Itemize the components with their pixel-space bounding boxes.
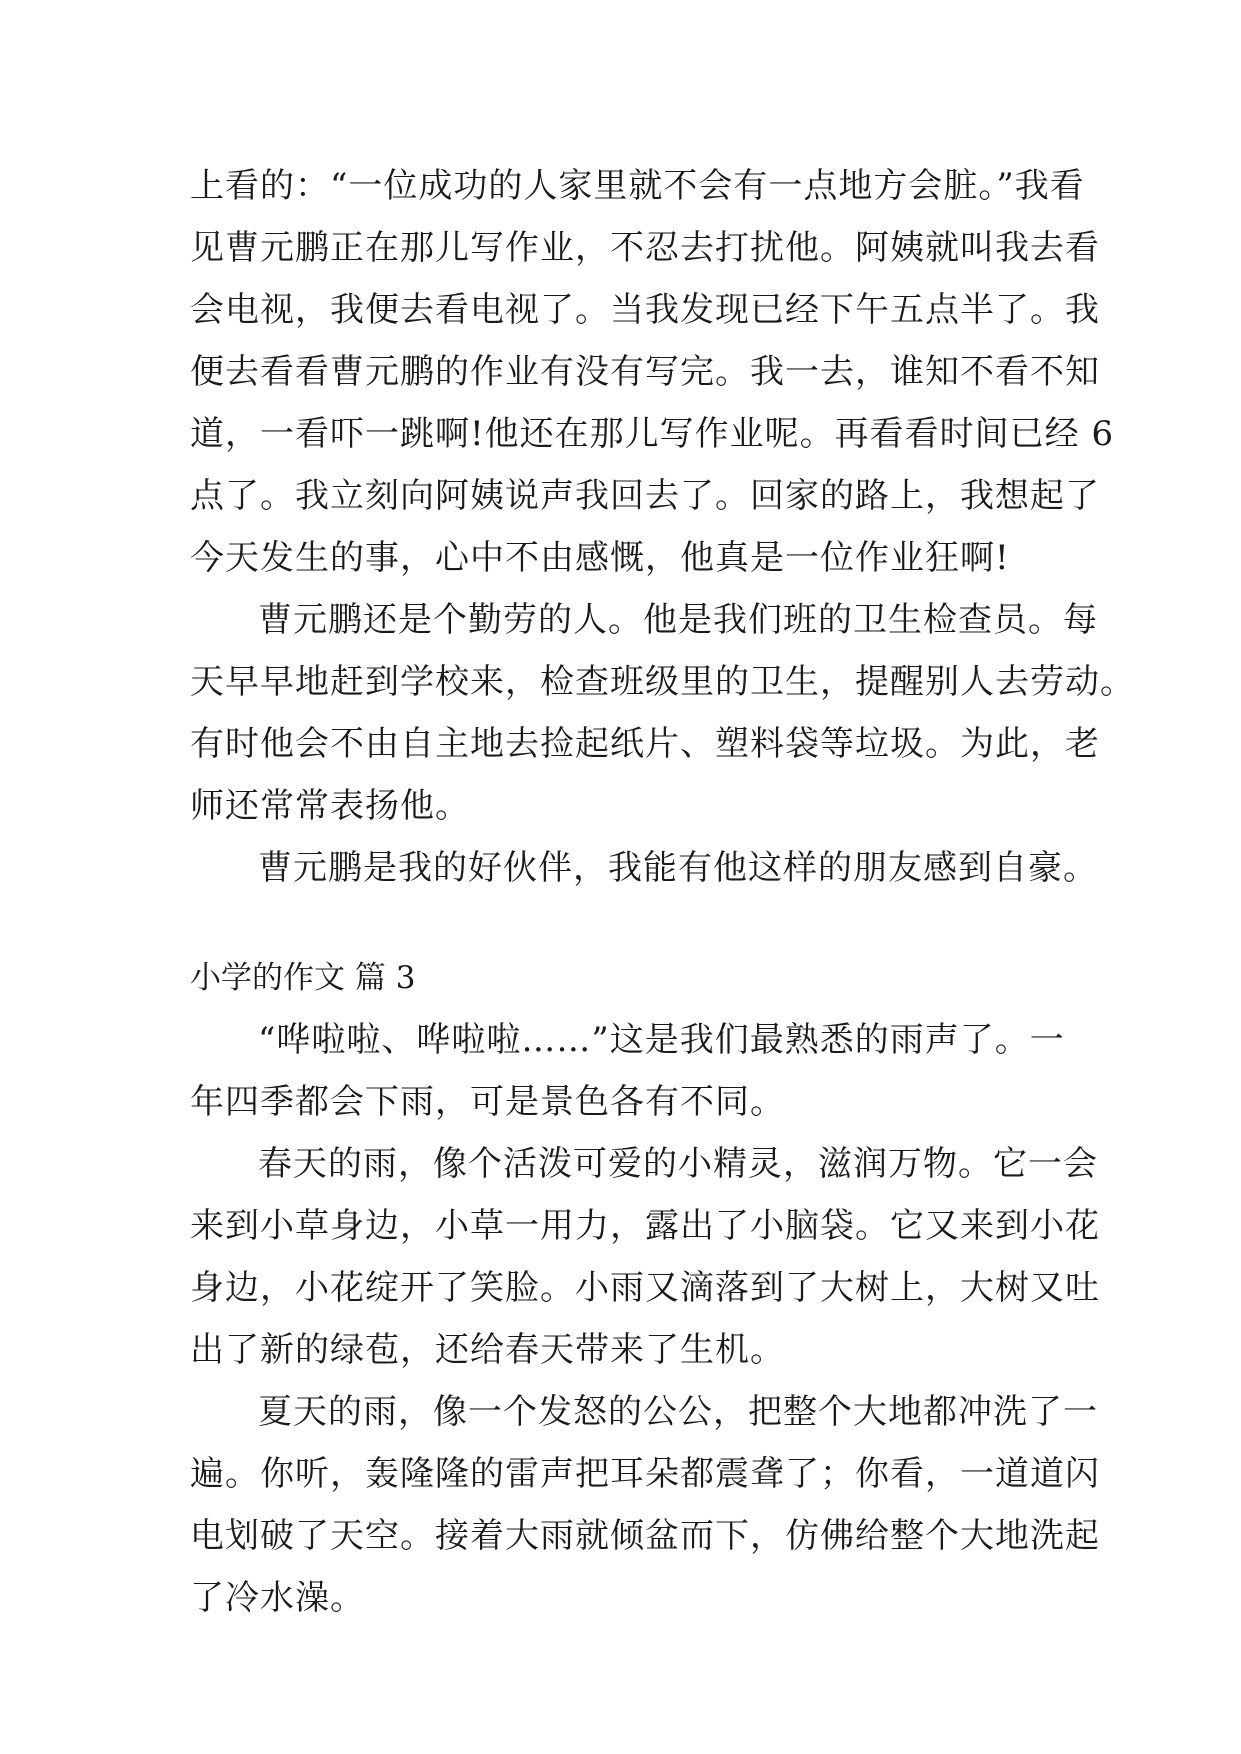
paragraph-line: 曹元鹏是我的好伙伴，我能有他这样的朋友感到自豪。 (258, 848, 1098, 888)
paragraph-line: 有时他会不由自主地去捡起纸片、塑料袋等垃圾。为此，老 (190, 724, 1100, 764)
section-heading: 小学的作文 篇 3 (190, 960, 416, 996)
paragraph-line: 点了。我立刻向阿姨说声我回去了。回家的路上，我想起了 (190, 476, 1100, 516)
paragraph-line: 上看的：“一位成功的人家里就不会有一点地方会脏。”我看 (190, 166, 1085, 206)
paragraph-line: 了冷水澡。 (190, 1578, 365, 1618)
paragraph-line: 来到小草身边，小草一用力，露出了小脑袋。它又来到小花 (190, 1206, 1100, 1246)
paragraph-line: 夏天的雨，像一个发怒的公公，把整个大地都冲洗了一 (258, 1392, 1098, 1432)
paragraph-line: 师还常常表扬他。 (190, 786, 470, 826)
paragraph-line: 道，一看吓一跳啊!他还在那儿写作业呢。再看看时间已经 6 (190, 414, 1115, 454)
paragraph-line: 会电视，我便去看电视了。当我发现已经下午五点半了。我 (190, 290, 1100, 330)
paragraph-line: 曹元鹏还是个勤劳的人。他是我们班的卫生检查员。每 (258, 600, 1098, 640)
paragraph-line: 见曹元鹏正在那儿写作业，不忍去打扰他。阿姨就叫我去看 (190, 228, 1100, 268)
paragraph-line: 身边，小花绽开了笑脸。小雨又滴落到了大树上，大树又吐 (190, 1268, 1100, 1308)
paragraph-line: 年四季都会下雨，可是景色各有不同。 (190, 1082, 785, 1122)
paragraph-line: “哗啦啦、哗啦啦……”这是我们最熟悉的雨声了。一 (258, 1020, 1065, 1060)
paragraph-line: 春天的雨，像个活泼可爱的小精灵，滋润万物。它一会 (258, 1144, 1098, 1184)
paragraph-line: 便去看看曹元鹏的作业有没有写完。我一去，谁知不看不知 (190, 352, 1100, 392)
paragraph-line: 遍。你听，轰隆隆的雷声把耳朵都震聋了；你看，一道道闪 (190, 1454, 1100, 1494)
paragraph-line: 电划破了天空。接着大雨就倾盆而下，仿佛给整个大地洗起 (190, 1516, 1100, 1556)
paragraph-line: 出了新的绿苞，还给春天带来了生机。 (190, 1330, 785, 1370)
paragraph-line: 天早早地赶到学校来，检查班级里的卫生，提醒别人去劳动。 (190, 662, 1135, 702)
paragraph-line: 今天发生的事，心中不由感慨，他真是一位作业狂啊! (190, 538, 1010, 578)
